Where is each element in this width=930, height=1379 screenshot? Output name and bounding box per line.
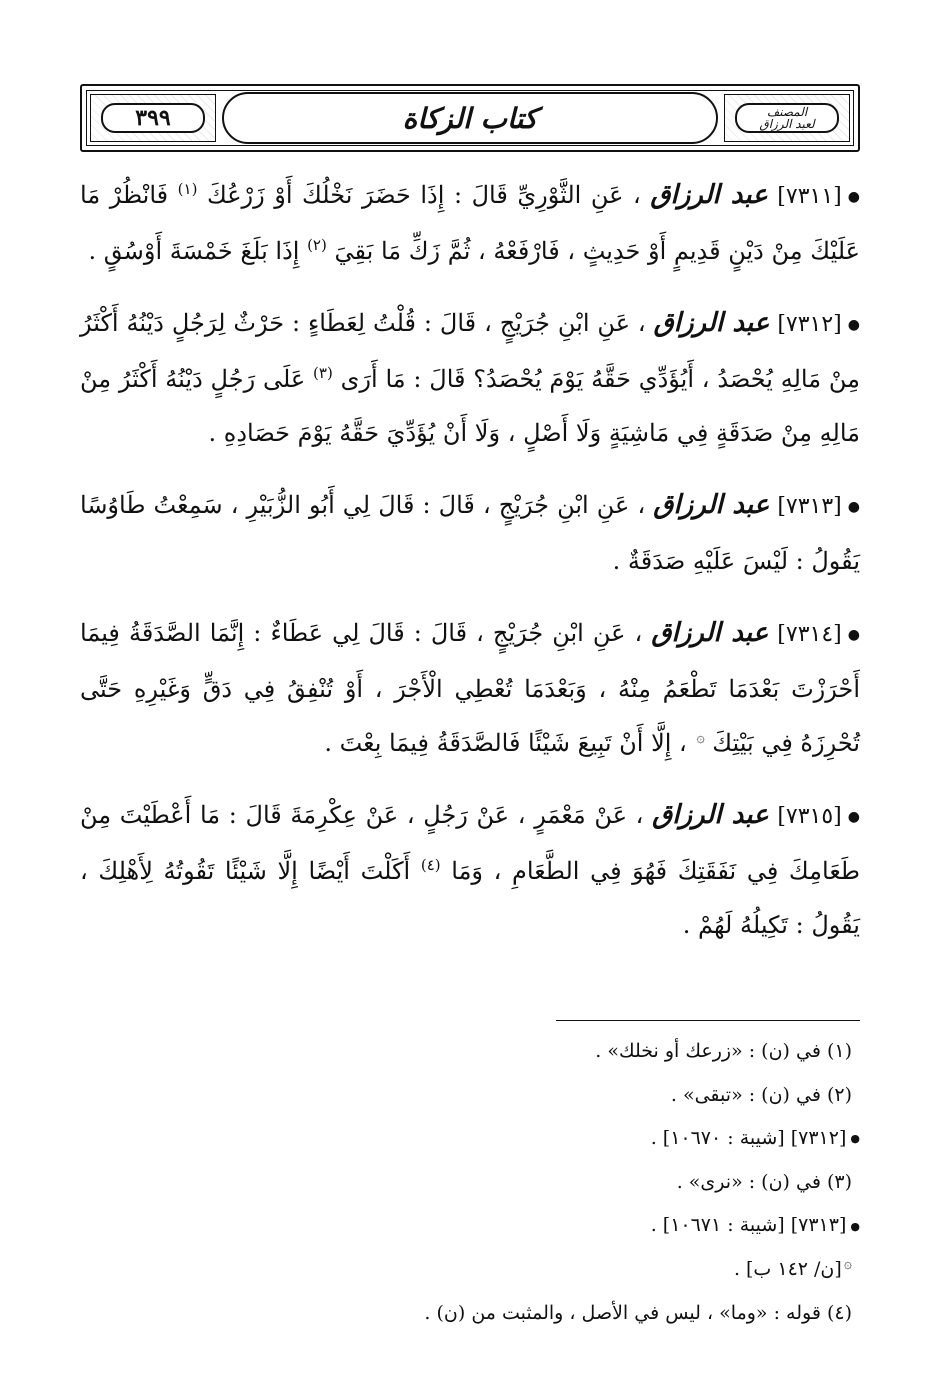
hadith-text: إِذَا بَلَغَ خَمْسَةَ أَوْسُقٍ . — [88, 237, 300, 265]
footnote-ref[interactable]: (٢) — [307, 236, 327, 254]
narrator-name: عبد الرزاق — [653, 490, 770, 520]
footnote-divider — [556, 1020, 860, 1021]
bullet-icon: ● — [847, 188, 860, 205]
hadith-text: ، إِلَّا أَنْ تَبِيعَ شَيْئًا فَالصَّدَقَةُ فِيمَا بِعْتَ . — [324, 729, 687, 757]
hadith-text: ، عَنِ الثَّوْرِيِّ قَالَ : إِذَا حَضَرَ نَخْلُكَ أَوْ زَرْعُكَ — [206, 181, 641, 209]
hadith-entry — [80, 168, 860, 278]
narrator-name: عبد الرزاق — [651, 618, 769, 648]
bullet-icon: ● — [847, 808, 860, 825]
hadith-entry — [80, 296, 860, 460]
chapter-title-plate — [222, 94, 718, 142]
hadith-text: فَانْظُرْ مَا عَلَيْكَ مِنْ دَيْنٍ قَدِيمٍ أَوْ حَدِيثٍ ، فَارْفَعْهُ ، ثُمَّ زَكِّ مَا بَقِيَ — [80, 181, 860, 265]
main-text — [80, 168, 860, 970]
hadith-number: [٧٣١٥] — [777, 804, 842, 829]
page-number-box — [90, 94, 216, 142]
footnote-text: (٢) في (ن) : «تبقى» . — [670, 1083, 852, 1106]
footnote — [70, 1117, 860, 1161]
footnote-text: (٤) قوله : «وما» ، ليس في الأصل ، والمثبت من (ن) . — [424, 1301, 852, 1324]
footnote — [70, 1248, 860, 1292]
hadith-text: أَكَلْتَ أَيْضًا إِلَّا شَيْئًا تَقُوتُهُ لِأَهْلِكَ ، يَقُولُ : تَكِيلُهُ لَهُمْ . — [80, 857, 860, 939]
footnote — [70, 1292, 860, 1336]
footnote-text: [٧٣١٢] [شيبة : ١٠٦٧٠] . — [650, 1127, 847, 1149]
hadith-number: [٧٣١١] — [777, 184, 842, 209]
hadith-entry — [80, 788, 860, 952]
footnote — [70, 1161, 860, 1205]
hadith-text: ، عَنِ ابْنِ جُرَيْجٍ ، قَالَ : قَالَ لِي أَبُو الزُّبَيْرِ ، سَمِعْتُ طَاوُسًا يَقُولُ : لَيْسَ عَلَيْهِ صَدَقَةٌ . — [80, 491, 860, 575]
bullet-icon: ● — [847, 626, 860, 643]
book-mark — [759, 106, 814, 130]
hadith-entry — [80, 606, 860, 770]
footnotes — [70, 1030, 860, 1335]
bullet-icon: ● — [850, 1132, 860, 1146]
narrator-name: عبد الرزاق — [650, 180, 768, 210]
manuscript-marker-icon: ۞ — [696, 730, 705, 746]
footnote-text: [٧٣١٣] [شيبة : ١٠٦٧١] . — [650, 1214, 847, 1237]
narrator-name: عبد الرزاق — [652, 800, 769, 830]
footnote — [70, 1030, 860, 1074]
bullet-icon: ● — [847, 498, 860, 515]
page-number: ٣٩٩ — [135, 105, 171, 131]
book-mark-box — [724, 94, 850, 142]
manuscript-marker-icon: ۞ — [843, 1255, 852, 1272]
hadith-entry — [80, 478, 860, 588]
book-mark-line: المصنف — [766, 105, 808, 119]
footnote — [70, 1074, 860, 1118]
hadith-text: ، عَنِ ابْنِ جُرَيْجٍ ، قَالَ : قَالَ لِي عَطَاءٌ : إِنَّمَا الصَّدَقَةُ فِيمَا أَحْرَزْتَ بَعْدَمَا تَطْعَمُ مِنْهُ ، وَبَعْدَمَا تُعْطِي الْأَجْرَ ، أَوْ تُنْفِقُ فِي دَقٍّ وَغَيْرِهِ حَتَّى تُحْرِزَهُ فِي بَيْتِكَ — [80, 619, 861, 757]
footnote-ref[interactable]: (١) — [177, 180, 198, 198]
footnote-text: (٣) في (ن) : «نرى» . — [676, 1170, 852, 1193]
chapter-title: كتاب الزكاة — [402, 101, 538, 135]
hadith-text: ، عَنْ مَعْمَرٍ ، عَنْ رَجُلٍ ، عَنْ عِكْرِمَةَ قَالَ : مَا أَعْطَيْتَ مِنْ طَعَامِكَ فِي نَفَقَتِكَ فَهُوَ فِي الطَّعَامِ ، وَمَا — [80, 801, 861, 885]
hadith-number: [٧٣١٤] — [777, 622, 842, 647]
hadith-number: [٧٣١٢] — [777, 312, 842, 337]
footnote-text: (١) في (ن) : «زرعك أو نخلك» . — [595, 1040, 852, 1062]
hadith-text: ، عَنِ ابْنِ جُرَيْجٍ ، قَالَ : قُلْتُ لِعَطَاءٍ : حَرْثٌ لِرَجُلٍ دَيْنُهُ أَكْثَرُ مِنْ مَالِهِ يُحْصَدُ ، أَيُؤَدِّي حَقَّهُ يَوْمَ يُحْصَدُ؟ قَالَ : مَا أَرَى — [80, 309, 860, 393]
footnote — [70, 1204, 860, 1248]
hadith-text: عَلَى رَجُلٍ دَيْنُهُ أَكْثَرُ مِنْ مَالِهِ مِنْ صَدَقَةٍ فِي مَاشِيَةٍ وَلَا أَصْلٍ ، وَلَا أَنْ يُؤَدِّيَ حَقَّهُ يَوْمَ حَصَادِهِ . — [80, 365, 860, 447]
bullet-icon: ● — [847, 316, 860, 333]
footnote-ref[interactable]: (٣) — [313, 364, 333, 382]
footnote-ref[interactable]: (٤) — [420, 856, 441, 874]
bullet-icon: ● — [850, 1219, 860, 1233]
footnote-text: [ن/ ١٤٢ ب] . — [733, 1258, 842, 1280]
page-header — [80, 84, 860, 152]
narrator-name: عبد الرزاق — [653, 308, 770, 338]
hadith-number: [٧٣١٣] — [777, 494, 842, 519]
book-mark-line: لعبد الرزاق — [759, 117, 815, 131]
